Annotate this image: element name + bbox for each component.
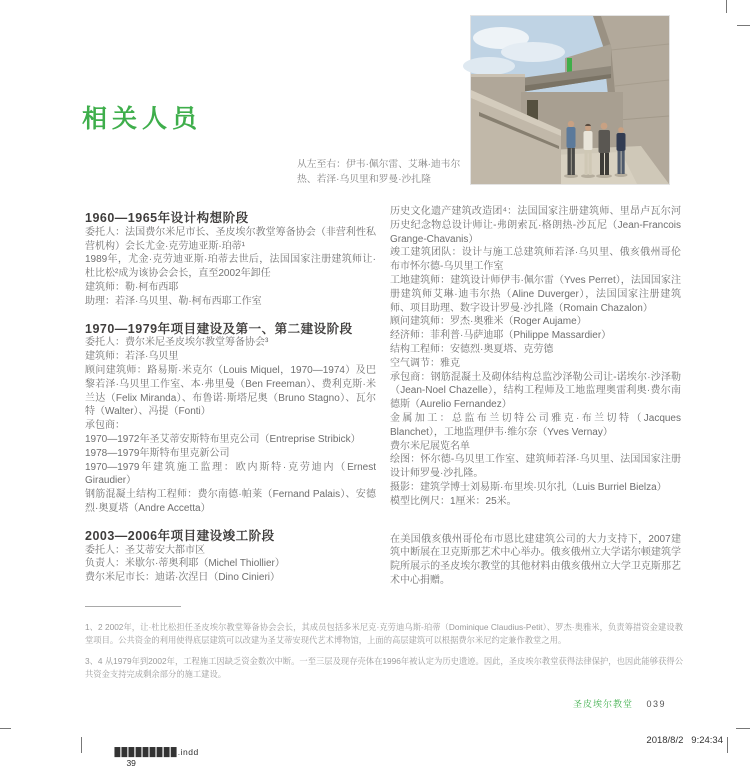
team-photo-illustration xyxy=(471,16,669,184)
footer-book-title: 圣皮埃尔教堂 xyxy=(572,699,633,709)
paragraph: 委托人：圣艾蒂安大都市区 xyxy=(85,544,205,556)
paragraph: 摄影：建筑学博士刘易斯·布里埃·贝尔扎（Luis Burriel Bielza） xyxy=(390,481,667,493)
paragraph: 建筑师：勒·柯布西耶 xyxy=(85,281,179,293)
page-footer xyxy=(470,697,666,710)
crop-mark-top-right-vertical xyxy=(726,0,727,13)
prepress-filename-slug xyxy=(105,737,199,778)
prepress-timestamp: 2018/8/2 9:24:34 xyxy=(646,735,723,746)
section-design-phase xyxy=(85,212,376,309)
footnote-divider xyxy=(85,606,181,607)
paragraph: 1970—1972年圣艾蒂安斯特布里克公司（Entreprise Stribick） xyxy=(85,433,361,445)
photo-caption-line-1: 从左至右：伊韦·佩尔雷、艾琳·迪韦尔 xyxy=(297,159,461,170)
paragraph: 负责人：米歇尔·蒂奥利耶（Michel Thiollier） xyxy=(85,558,285,570)
crop-mark-bottom-left-horizontal xyxy=(0,728,11,729)
prepress-filename: ▉▉▉▉▉▉▉▉▉.indd xyxy=(114,747,199,757)
paragraph: 绘图：怀尔德-乌贝里工作室、建筑师若泽·乌贝里、法国国家注册设计师罗曼·沙扎隆。 xyxy=(390,454,681,480)
section-construction-phase-1 xyxy=(85,323,376,516)
paragraph: 工地建筑师：建筑设计师伊韦·佩尔雷（Yves Perret），法国国家注册建筑师艾琳·迪韦尔热（Aline Duverger），法国国家注册建筑师、项目助理、数字设计罗曼·沙扎隆（Romain Chazalon） xyxy=(390,274,681,314)
photo-caption-line-2: 热、若泽·乌贝里和罗曼·沙扎隆 xyxy=(297,173,431,185)
crop-mark-bottom-right-horizontal xyxy=(736,728,750,729)
paragraph: 助理：若泽·乌贝里、勒·柯布西耶工作室 xyxy=(85,295,262,307)
footnotes xyxy=(85,606,683,689)
paragraph: 委托人：法国费尔米尼市长、圣皮埃尔教堂筹备协会（非营利性私营机构）会长尤金·克劳迪亚斯·珀蒂¹ xyxy=(85,226,376,252)
paragraph: 顾问建筑师：罗杰·奥雅米（Roger Aujame） xyxy=(390,316,587,328)
crop-mark-top-right-horizontal xyxy=(737,25,750,26)
paragraph: 1970—1979年建筑施工监理：欧内斯特·克劳迪内（Ernest Giraudier） xyxy=(85,461,376,487)
section-heading: 1960—1965年设计构想阶段 xyxy=(85,211,249,225)
team-photo xyxy=(470,15,670,185)
right-column xyxy=(390,205,681,588)
paragraph: 模型比例尺：1厘米：25米。 xyxy=(390,495,517,507)
page-title: 相关人员 xyxy=(82,104,203,133)
paragraph: 历史文化遗产建筑改造团⁴：法国国家注册建筑师、里昂卢瓦尔河历史纪念物总设计师让-弗朗索瓦·格朗热-沙瓦尼（Jean-Francois Grange-Chavanis） xyxy=(390,206,681,245)
paragraph: 承包商： xyxy=(85,420,125,432)
paragraph: 顾问建筑师：路易斯·米克尔（Louis Miquel，1970—1974）及巴黎若泽·乌贝里工作室、本·弗里曼（Ben Freeman）、费利克斯·米兰达（Felix Miranda）、布鲁诺·斯塔尼奥（Bruno Stagno）、瓦尔特（Walter）、冯提（Fonti） xyxy=(85,364,376,418)
prepress-sheet-number: 39 xyxy=(126,758,136,768)
footer-page-number: 039 xyxy=(646,699,666,709)
paragraph: 费尔米尼市长：迪诺·次涅日（Dino Cinieri） xyxy=(85,572,281,584)
photo-caption xyxy=(297,158,461,187)
left-column xyxy=(85,212,376,585)
crop-mark-bottom-right-vertical xyxy=(727,737,728,753)
crop-mark-bottom-left-vertical xyxy=(81,737,82,753)
paragraph: 承包商：钢筋混凝土及砌体结构总监沙泽勒公司让-诺埃尔·沙泽勒（Jean-Noel Chazelle），结构工程师及工地监理奥雷利奥·费尔南德斯（Aurelio Fernandez） xyxy=(390,371,681,411)
paragraph: 经济师：菲利普·马萨迪耶（Philippe Massardier） xyxy=(390,330,612,342)
paragraph: 空气调节：雅克 xyxy=(390,357,460,369)
footnote: 1、2 2002年，让·杜比松担任圣皮埃尔教堂筹备协会会长，其成员包括多米尼克·克劳迪乌斯-珀蒂（Dominique Claudius-Petit）、罗杰·奥雅米，负责筹措资金建设教堂项目。公共资金的利用使得底层建筑可以改建为圣艾蒂安现代艺术博物馆，上面的高层建筑可以根据费尔米尼约定兼作教堂之用。 xyxy=(85,622,683,645)
section-heading: 2003—2006年项目建设竣工阶段 xyxy=(85,528,275,543)
paragraph: 费尔米尼展览名单 xyxy=(390,440,470,452)
paragraph: 竣工建筑团队：设计与施工总建筑师若泽·乌贝里、俄亥俄州哥伦布市怀尔德-乌贝里工作室 xyxy=(390,247,681,273)
paragraph: 1978—1979年斯特布里克新公司 xyxy=(85,447,230,459)
paragraph: 1989年，尤金·克劳迪亚斯·珀蒂去世后，法国国家注册建筑师让·杜比松²成为该协会会长，直至2002年卸任 xyxy=(85,254,376,280)
paragraph: 结构工程师：安德烈·奥夏塔、克劳德 xyxy=(390,343,554,355)
paragraph: 委托人：费尔米尼圣皮埃尔教堂筹备协会³ xyxy=(85,337,269,349)
paragraph: 金属加工：总监布兰切特公司雅克·布兰切特（Jacques Blanchet），工地监理伊韦·维尔奈（Yves Vernay） xyxy=(390,412,681,438)
paragraph: 钢筋混凝土结构工程师：费尔南德·帕莱（Fernand Palais）、安德烈·奥夏塔（Andre Accetta） xyxy=(85,489,376,514)
section-completion-phase xyxy=(85,530,376,585)
footnote: 3、4 从1979年到2002年，工程施工因缺乏资金数次中断。一至三层及现存壳体在1996年被认定为历史遗迹。因此，圣皮埃尔教堂获得法律保护，也因此能够获得公共资金支持完成剩余部分的施工建设。 xyxy=(85,656,683,679)
section-heading: 1970—1979年项目建设及第一、第二建设阶段 xyxy=(85,321,353,336)
paragraph: 建筑师：若泽·乌贝里 xyxy=(85,351,179,363)
closing-paragraph: 在美国俄亥俄州哥伦布市恩比建建筑公司的大力支持下，2007建筑中断展在卫克斯那艺术中心举办。俄亥俄州立大学诺尔顿建筑学院所展示的圣皮埃尔教堂的其他材料由俄亥俄州立大学卫克斯那艺术中心捐赠。 xyxy=(390,533,681,586)
